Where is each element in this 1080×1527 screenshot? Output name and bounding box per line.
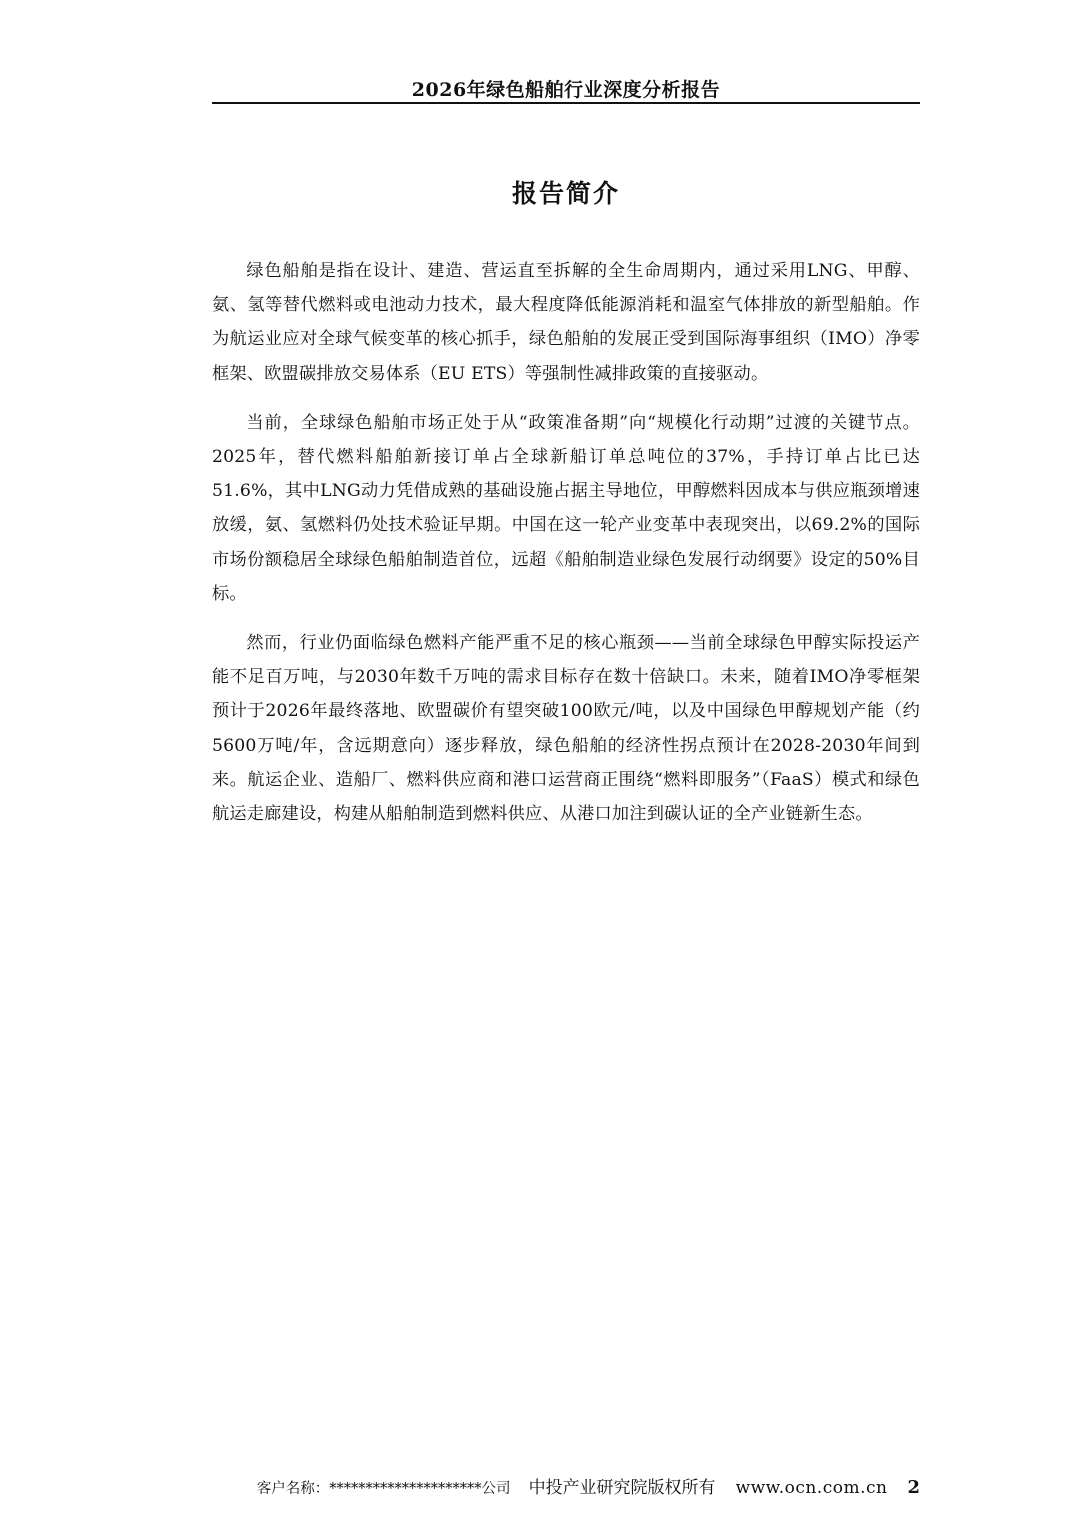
footer-copyright: 中投产业研究院版权所有: [528, 1478, 716, 1498]
paragraph-1: 绿色船舶是指在设计、建造、营运直至拆解的全生命周期内，通过采用LNG、甲醇、氨、氢等替代燃料或电池动力技术，最大程度降低能源消耗和温室气体排放的新型船舶。作为航运业应对全球气候变革的核心抓手，绿色船舶的发展正受到国际海事组织（IMO）净零框架、欧盟碳排放交易体系（EU ETS）等强制性减排政策的直接驱动。: [212, 261, 920, 384]
running-header-title: 2026年绿色船舶行业深度分析报告: [411, 79, 721, 101]
body-text: [212, 254, 920, 846]
section-title: 报告简介: [511, 179, 620, 208]
page-number: 2: [907, 1477, 920, 1498]
paragraph-3: 然而，行业仍面临绿色燃料产能严重不足的核心瓶颈——当前全球绿色甲醇实际投运产能不足百万吨，与2030年数千万吨的需求目标存在数十倍缺口。未来，随着IMO净零框架预计于2026年最终落地、欧盟碳价有望突破100欧元/吨，以及中国绿色甲醇规划产能（约5600万吨/年，含远期意向）逐步释放，绿色船舶的经济性拐点预计在2028-2030年间到来。航运企业、造船厂、燃料供应商和港口运营商正围绕“燃料即服务”（FaaS）模式和绿色航运走廊建设，构建从船舶制造到燃料供应、从港口加注到碳认证的全产业链新生态。: [212, 633, 920, 825]
header-divider: [212, 102, 920, 104]
page-footer: [212, 1473, 920, 1503]
footer-url: www.ocn.com.cn: [735, 1478, 888, 1498]
paragraph-2: 当前，全球绿色船舶市场正处于从“政策准备期”向“规模化行动期”过渡的关键节点。2025年，替代燃料船舶新接订单占全球新船订单总吨位的37%，手持订单占比已达51.6%，其中LNG动力凭借成熟的基础设施占据主导地位，甲醇燃料因成本与供应瓶颈增速放缓，氨、氢燃料仍处技术验证早期。中国在这一轮产业变革中表现突出，以69.2%的国际市场份额稳居全球绿色船舶制造首位，远超《船舶制造业绿色发展行动纲要》设定的50%目标。: [212, 412, 920, 604]
footer-client-name: 客户名称：*********************公司: [256, 1481, 511, 1497]
